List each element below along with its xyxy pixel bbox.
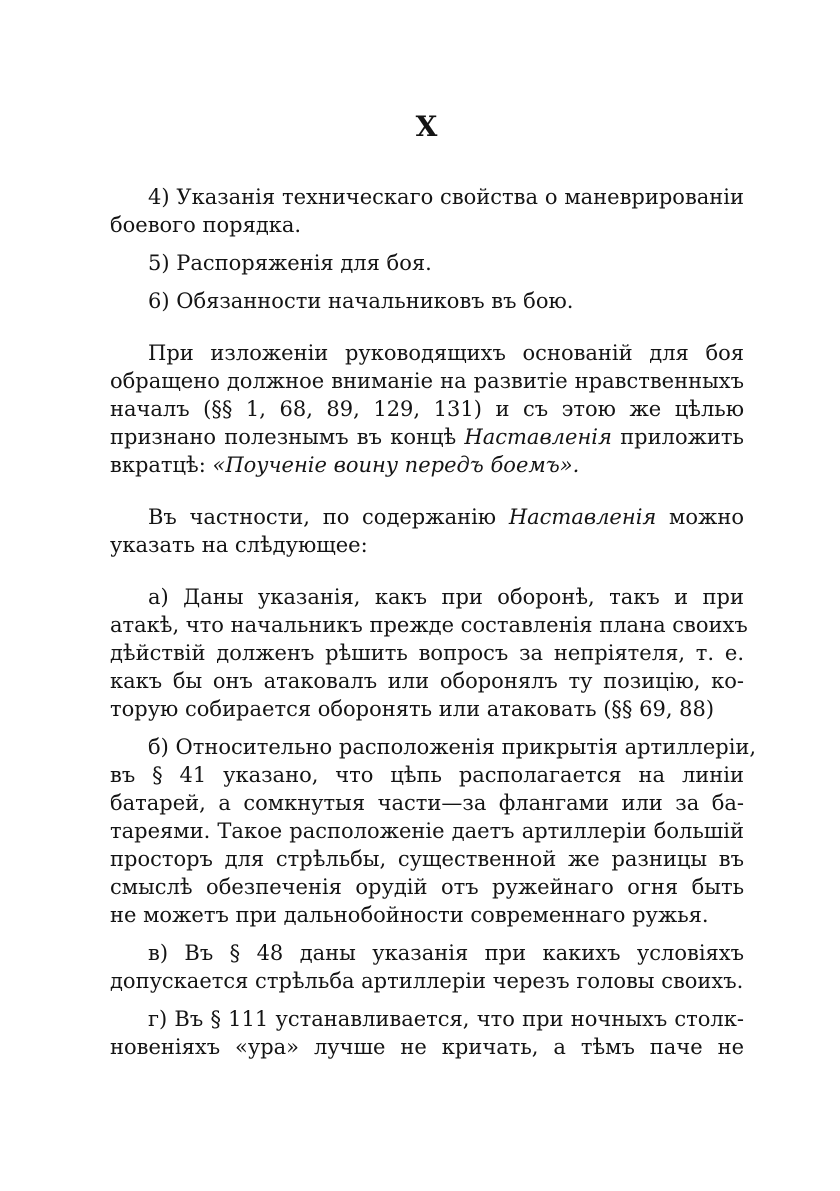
italic-title: Наставленія [464, 425, 612, 449]
paragraph-point-a [110, 583, 748, 723]
text-line: 5) Распоряженія для боя. [148, 251, 432, 275]
book-page [110, 110, 757, 1061]
text-line: не можетъ при дальнобойности современнаго ружья. [110, 903, 709, 927]
paragraph-intro [110, 339, 744, 479]
text-fragment: вкратцѣ: [110, 453, 206, 477]
italic-title: Наставленія [508, 505, 657, 529]
paragraph-point-v [110, 939, 744, 995]
page-number: X [415, 110, 439, 143]
text-line: обращено должное вниманіе на развитіе нравственныхъ [110, 369, 744, 393]
paragraph-point-b [110, 733, 757, 929]
text-line: допускается стрѣльба артиллеріи черезъ головы своихъ. [110, 969, 744, 993]
text-line: 6) Обязанности начальниковъ въ бою. [148, 289, 574, 313]
paragraph-particular [110, 503, 744, 559]
text-line: б) Относительно расположенія прикрытія артиллеріи, [148, 735, 757, 759]
text-line: какъ бы онъ атаковалъ или оборонялъ ту позицію, ко- [110, 669, 744, 693]
text-fragment: можно [669, 505, 744, 529]
text-line: началъ (§§ 1, 68, 89, 129, 131) и съ этою же цѣлью [110, 397, 744, 421]
text-fragment: Въ частности, по содержанію [148, 505, 497, 529]
text-line: дѣйствій долженъ рѣшить вопросъ за непріятеля, т. е. [110, 641, 744, 665]
text-line: атакѣ, что начальникъ прежде составленія плана своихъ [110, 613, 748, 637]
list-item-6 [110, 287, 744, 315]
text-line: просторъ для стрѣльбы, существенной же разницы въ [110, 847, 744, 871]
text-fragment: признано полезнымъ въ концѣ [110, 425, 457, 449]
text-line: 4) Указанія техническаго свойства о маневрированіи [148, 185, 744, 209]
text-line: а) Даны указанія, какъ при оборонѣ, такъ и при [148, 585, 744, 609]
text-line [110, 423, 744, 451]
text-line [110, 503, 744, 531]
text-line: указать на слѣдующее: [110, 533, 368, 557]
text-fragment: приложить [620, 425, 744, 449]
text-line: торую собирается оборонять или атаковать (§§ 69, 88) [110, 697, 715, 721]
italic-title: «Поученіе воину передъ боемъ». [212, 453, 580, 477]
text-line: боевого порядка. [110, 213, 302, 237]
text-line: г) Въ § 111 устанавливается, что при ночныхъ столк- [148, 1007, 744, 1031]
list-item-5 [110, 249, 744, 277]
list-item-4 [110, 183, 744, 239]
text-line: смыслѣ обезпеченія орудій отъ ружейнаго огня быть [110, 875, 744, 899]
text-line: новеніяхъ «ура» лучше не кричать, а тѣмъ паче не [110, 1035, 744, 1059]
paragraph-point-g [110, 1005, 744, 1061]
text-line: При изложеніи руководящихъ основаній для боя [148, 341, 744, 365]
text-line [110, 451, 744, 479]
text-line: въ § 41 указано, что цѣпь располагается на линіи [110, 763, 744, 787]
text-line: тареями. Такое расположеніе даетъ артиллеріи большій [110, 819, 744, 843]
text-line: батарей, а сомкнутыя части—за флангами или за ба- [110, 791, 744, 815]
text-line: в) Въ § 48 даны указанія при какихъ условіяхъ [148, 941, 744, 965]
